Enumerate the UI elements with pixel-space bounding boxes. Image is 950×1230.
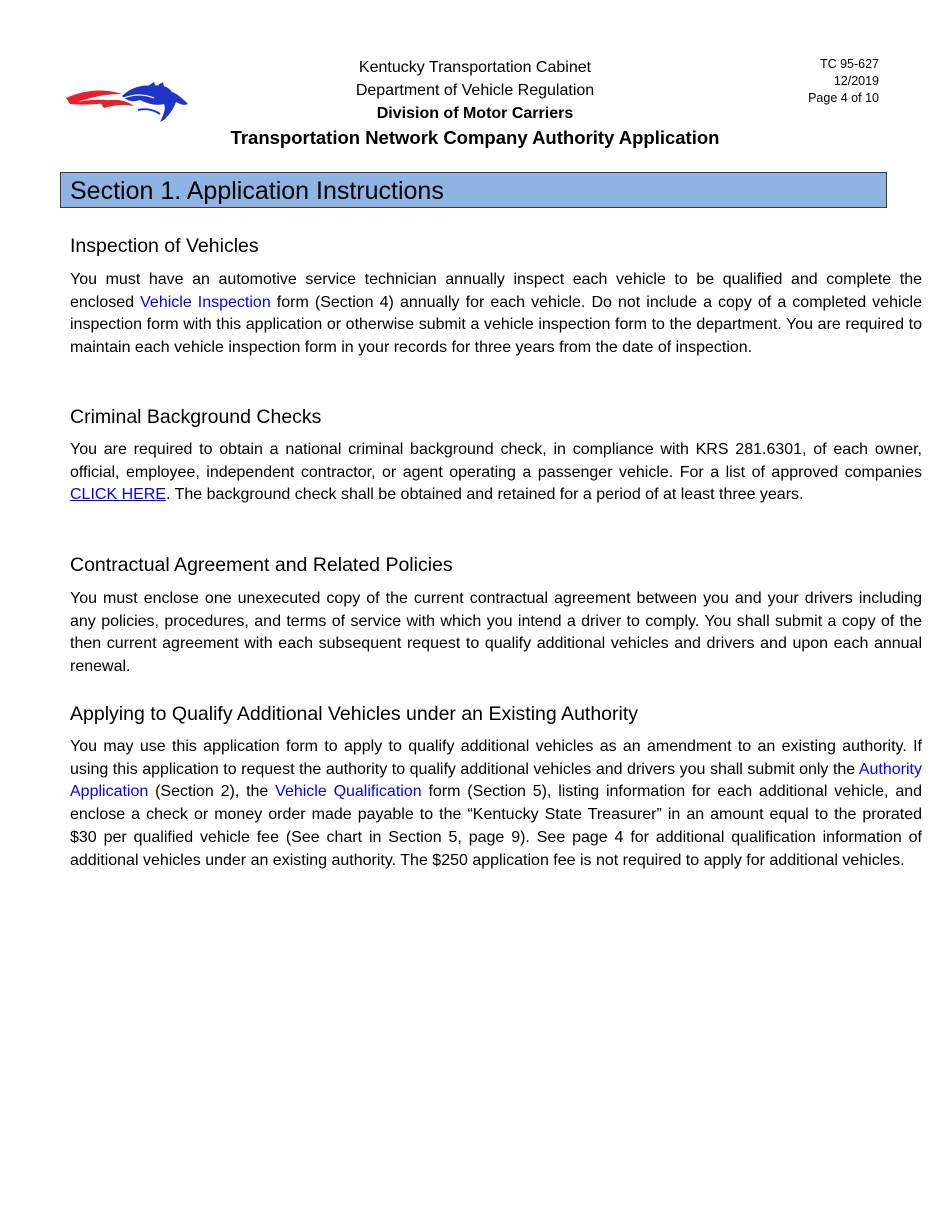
additional-paragraph [70,736,922,872]
background-heading: Criminal Background Checks [70,406,322,428]
form-title: Transportation Network Company Authority Application [230,127,720,148]
vehicle-qualification-link[interactable]: Vehicle Qualification [275,783,422,801]
additional-text-3: form (Section 5), listing information for each additional vehicle, and enclose a check or money order made payable to the “Kentucky State Treasurer” in an amount equal to the prorated $30 per qualified vehicle fee (See chart in Section 5, page 9). See page 4 for additional qualification information of additional vehicles under an existing authority. The $250 application fee is not required to apply for additional vehicles. [70,783,923,869]
department-name: Department of Vehicle Regulation [355,82,595,99]
section-title-bar [60,172,887,208]
section-title: Section 1. Application Instructions [70,177,444,205]
background-paragraph [70,439,922,507]
inspection-text-1: You must have an automotive service technician annually inspect each vehicle to be qualified and complete the enclosed [70,271,922,311]
authority-application-link[interactable]: Authority Application [70,760,922,801]
inspection-text-2: form (Section 4) annually for each vehicle. Do not include a copy of a completed vehicle inspection form with this application or otherwise submit a vehicle inspection form to the department. You are required to maintain each vehicle inspection form in your records for three years from the date of inspection. [70,293,922,357]
page-number: Page 4 of 10 [808,91,879,105]
form-date: 12/2019 [833,74,879,88]
background-text-2: . The background check shall be obtained and retained for a period of at least three years. [166,486,804,504]
division-name: Division of Motor Carriers [376,105,574,122]
additional-text-1: You may use this application form to apply to qualify additional vehicles as an amendment to an existing authority. If using this application to request the authority to qualify additional vehicles and drivers you shall submit only the [70,738,922,778]
inspection-paragraph [70,269,922,360]
background-text-1: You are required to obtain a national criminal background check, in compliance with KRS 281.6301, of each owner, official, employee, independent contractor, or agent operating a passenger vehicle. For a list of approved companies [70,441,922,481]
additional-heading: Applying to Qualify Additional Vehicles under an Existing Authority [70,703,639,725]
contract-paragraph: You must enclose one unexecuted copy of the current contractual agreement between you and your drivers including any policies, procedures, and terms of service with which you intend a driver to comply. You shall submit a copy of the then current agreement with each subsequent request to qualify additional vehicles and drivers and upon each annual renewal. [70,590,922,676]
vehicle-inspection-link[interactable]: Vehicle Inspection [140,293,271,311]
form-number: TC 95-627 [819,57,879,71]
contract-heading: Contractual Agreement and Related Policies [70,554,453,576]
additional-text-2: (Section 2), the [148,783,276,801]
inspection-heading: Inspection of Vehicles [70,235,259,257]
form-identifier [808,56,879,107]
click-here-link[interactable]: CLICK HERE [70,486,167,504]
agency-name: Kentucky Transportation Cabinet [358,59,592,76]
